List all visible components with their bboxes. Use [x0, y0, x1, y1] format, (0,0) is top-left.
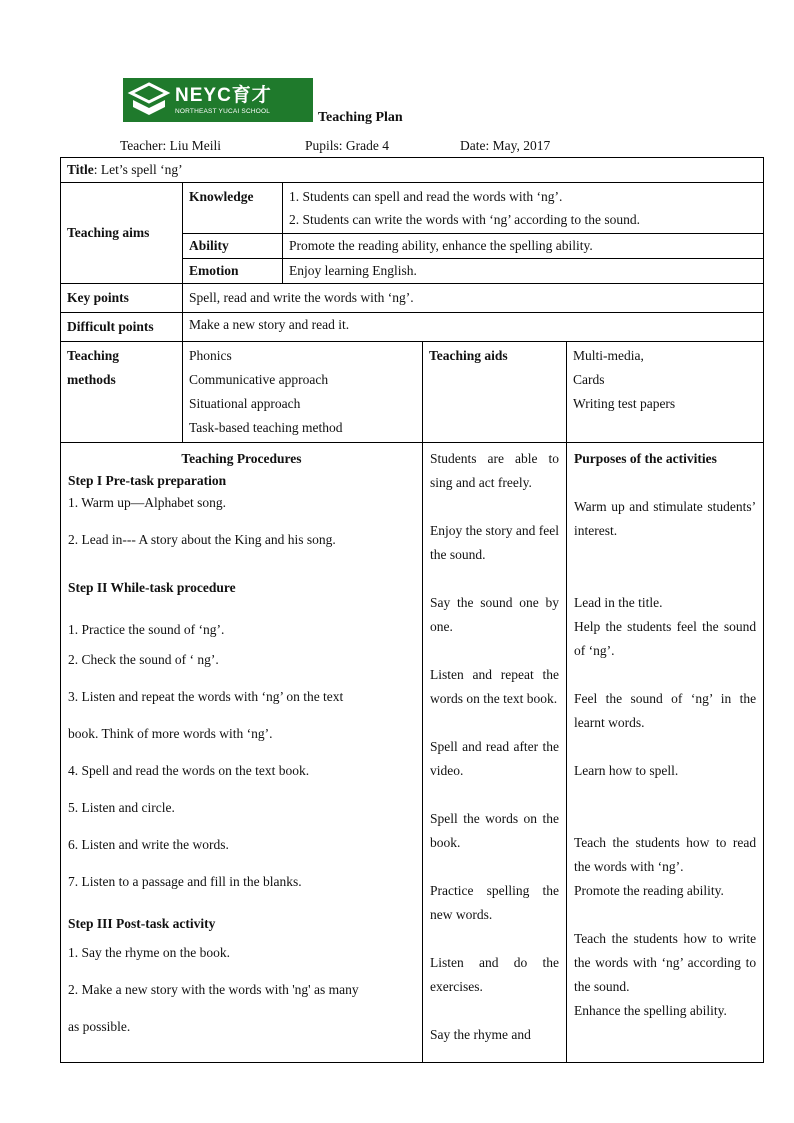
activity-item: Spell and read after the video. — [430, 739, 559, 778]
purpose-item: Lead in the title. — [574, 595, 663, 610]
key-points-row — [61, 284, 764, 313]
activities-column — [423, 443, 567, 1063]
procedure-item: 2. Lead in--- A story about the King and his song. — [68, 532, 336, 547]
ability-value: Promote the reading ability, enhance the spelling ability. — [283, 234, 764, 259]
title-value: : Let’s spell ‘ng’ — [93, 162, 183, 177]
aid-item: Cards — [573, 372, 605, 387]
procedure-item: as possible. — [68, 1019, 131, 1034]
purposes-column — [567, 443, 764, 1063]
step-1-heading: Step I Pre-task preparation — [68, 473, 227, 488]
activity-item: Listen and do the exercises. — [430, 955, 559, 994]
key-points-value: Spell, read and write the words with ‘ng’. — [183, 284, 764, 313]
teaching-plan-table — [60, 157, 764, 1063]
procedures-row — [61, 443, 764, 1063]
procedure-item: 1. Say the rhyme on the book. — [68, 945, 230, 960]
purpose-item: Enhance the spelling ability. — [574, 1003, 727, 1018]
method-item: Phonics — [189, 348, 232, 363]
methods-list — [183, 342, 423, 443]
procedures-column — [61, 443, 423, 1063]
difficult-points-label: Difficult points — [61, 313, 183, 342]
purpose-item: Teach the students how to read the words with ‘ng’. — [574, 835, 757, 874]
purpose-item: Feel the sound of ‘ng’ in the learnt words. — [574, 691, 757, 730]
procedures-heading: Teaching Procedures — [181, 451, 302, 466]
purposes-heading: Purposes of the activities — [574, 451, 717, 466]
key-points-label: Key points — [61, 284, 183, 313]
procedure-item: 2. Make a new story with the words with 'ng' as many — [68, 982, 359, 997]
page-title: Teaching Plan — [318, 110, 403, 125]
date-field: Date: May, 2017 — [460, 138, 551, 153]
emotion-value: Enjoy learning English. — [283, 259, 764, 284]
procedure-item: 5. Listen and circle. — [68, 800, 175, 815]
aid-item: Multi-media, — [573, 348, 644, 363]
teaching-aids-label: Teaching aids — [423, 342, 567, 443]
teaching-methods-label — [61, 342, 183, 443]
aims-knowledge-row — [61, 183, 764, 234]
step-3-heading: Step III Post-task activity — [68, 916, 216, 931]
difficult-points-value: Make a new story and read it. — [183, 313, 764, 342]
procedure-item: 2. Check the sound of ‘ ng’. — [68, 652, 219, 667]
logo-brand-text: NEYC育才 — [175, 84, 272, 106]
procedure-item: 1. Warm up—Alphabet song. — [68, 495, 227, 510]
school-emblem-icon — [127, 81, 171, 119]
title-label: Title — [67, 162, 94, 177]
procedure-item: 6. Listen and write the words. — [68, 837, 229, 852]
school-logo — [123, 78, 313, 122]
method-item: Communicative approach — [189, 372, 329, 387]
procedure-item: 1. Practice the sound of ‘ng’. — [68, 622, 225, 637]
teacher-field: Teacher: Liu Meili — [120, 138, 222, 153]
activity-item: Enjoy the story and feel the sound. — [430, 523, 559, 562]
purpose-item: Help the students feel the sound of ‘ng’. — [574, 619, 757, 658]
logo-subtitle: NORTHEAST YUCAI SCHOOL — [175, 107, 271, 115]
teaching-aims-label: Teaching aims — [61, 183, 183, 284]
methods-label-line-2: methods — [67, 372, 116, 387]
activity-item: Students are able to sing and act freely. — [430, 451, 559, 490]
method-item: Situational approach — [189, 396, 301, 411]
knowledge-item-1: 1. Students can spell and read the words with ‘ng’. — [289, 189, 563, 204]
ability-label: Ability — [183, 234, 283, 259]
activity-item: Say the rhyme and — [430, 1027, 531, 1042]
knowledge-item-2: 2. Students can write the words with ‘ng’ according to the sound. — [289, 212, 641, 227]
procedure-item: 3. Listen and repeat the words with ‘ng’ on the text — [68, 689, 344, 704]
method-item: Task-based teaching method — [189, 420, 343, 435]
difficult-points-row — [61, 313, 764, 342]
pupils-field: Pupils: Grade 4 — [305, 138, 389, 153]
knowledge-label: Knowledge — [183, 183, 283, 234]
activity-item: Say the sound one by one. — [430, 595, 559, 634]
activity-item: Spell the words on the book. — [430, 811, 559, 850]
purpose-item: Promote the reading ability. — [574, 883, 724, 898]
methods-row — [61, 342, 764, 443]
title-row — [61, 158, 764, 183]
aid-item: Writing test papers — [573, 396, 676, 411]
purpose-item: Learn how to spell. — [574, 763, 679, 778]
purpose-item: Teach the students how to write the words with ‘ng’ according to the sound. — [574, 931, 757, 994]
aids-list — [567, 342, 764, 443]
activity-item: Listen and repeat the words on the text book. — [430, 667, 559, 706]
procedure-item: 4. Spell and read the words on the text book. — [68, 763, 310, 778]
methods-label-line-1: Teaching — [67, 348, 120, 363]
activity-item: Practice spelling the new words. — [430, 883, 559, 922]
procedure-item: book. Think of more words with ‘ng’. — [68, 726, 273, 741]
emotion-label: Emotion — [183, 259, 283, 284]
purpose-item: Warm up and stimulate students’ interest. — [574, 499, 757, 538]
step-2-heading: Step II While-task procedure — [68, 580, 236, 595]
procedure-item: 7. Listen to a passage and fill in the blanks. — [68, 874, 302, 889]
